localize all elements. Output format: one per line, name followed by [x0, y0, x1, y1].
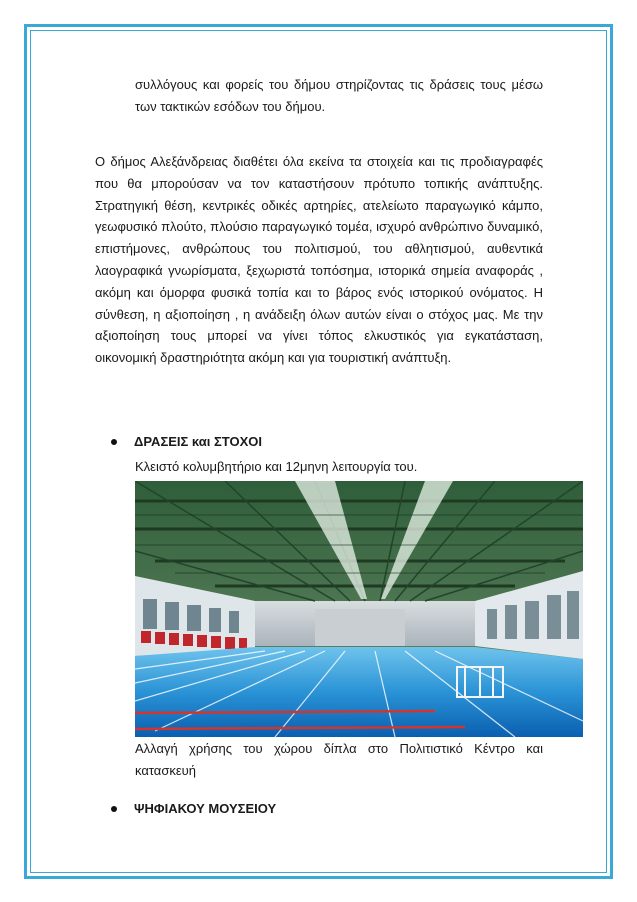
bullet-dot-icon: [111, 806, 117, 812]
bullet-subtext-pool: Κλειστό κολυμβητήριο και 12μηνη λειτουργία του.: [135, 459, 418, 474]
bullet-heading-museum: ΨΗΦΙΑΚΟΥ ΜΟΥΣΕΙΟΥ: [134, 801, 277, 816]
swimming-pool-photo: [135, 481, 583, 737]
bullet-item-actions: [111, 434, 262, 449]
photo-caption: Αλλαγή χρήσης του χώρου δίπλα στο Πολιτιστικό Κέντρο και κατασκευή: [135, 741, 543, 778]
bullet-item-museum: [111, 801, 276, 816]
paragraph-main: Ο δήμος Αλεξάνδρειας διαθέτει όλα εκείνα τα στοιχεία και τις προδιαγραφές που θα μπορούσαν να τον καταστήσουν πρότυπο τοπικής ανάπτυξης. Στρατηγική θέση, κεντρικές οδικές αρτηρίες, ατελείωτο παραγωγικό κάμπο, γεωφυσικό πλούτο, πλούσιο παραγωγικό τομέα, ισχυρό ανθρώπινο δυναμικό, επιστήμονες, ανθρώπους του πολιτισμού, του αθλητισμού, αυθεντικά λαογραφικά γνωρίσματα, ξεχωριστά τοπόσημα, ιστορικά σημεία αναφοράς , ακόμη και όμορφα φυσικά τοπία και το βάρος ενός ιστορικού ονόματος. Η σύνθεση, η αξιοποίηση , η ανάδειξη όλων αυτών είναι ο στόχος μας. Με την αξιοποίηση τους μπορεί να γίνει τόπος ελκυστικός για εγκατάσταση, οικονομική δραστηριότητα ακόμη και για τουριστική ανάπτυξη.: [95, 154, 543, 366]
paragraph-continuation: συλλόγους και φορείς του δήμου στηρίζοντας τις δράσεις τους μέσω των τακτικών εσόδων του δήμου.: [135, 77, 543, 114]
bullet-heading-actions: ΔΡΑΣΕΙΣ και ΣΤΟΧΟΙ: [134, 434, 262, 449]
bullet-dot-icon: [111, 439, 117, 445]
